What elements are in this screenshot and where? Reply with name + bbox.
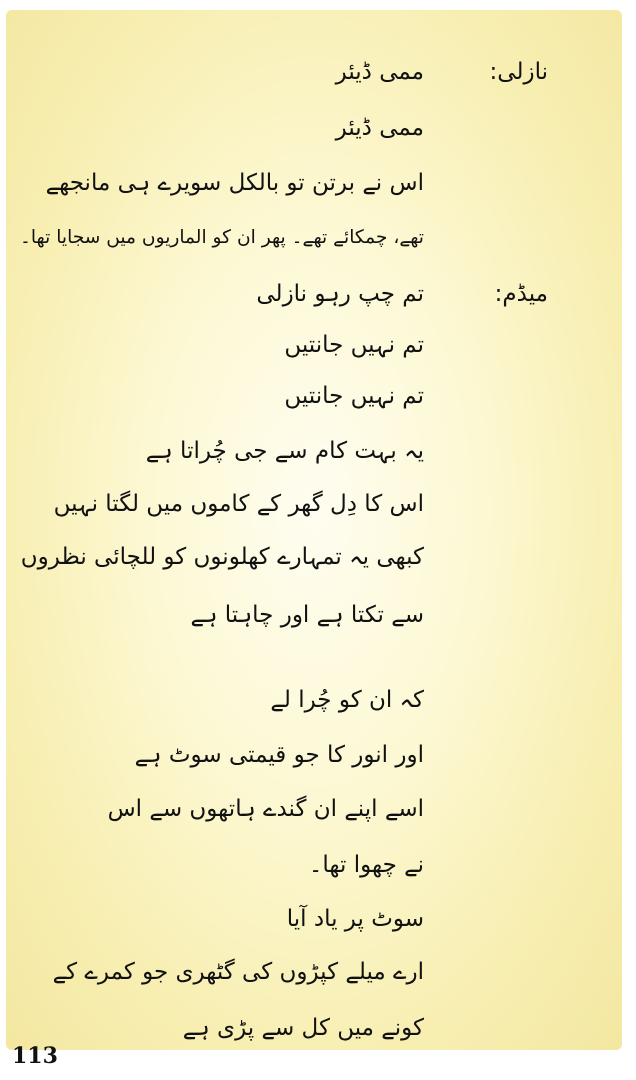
- text-line: تم چپ رہو نازلی: [256, 281, 424, 307]
- text-line: اس کا دِل گھر کے کاموں میں لگتا نہیں: [53, 491, 424, 517]
- speaker-label-nazli: نازلی:: [489, 59, 548, 85]
- text-line: اس نے برتن تو بالکل سویرے ہی مانجھے: [45, 170, 424, 196]
- text-line: ممی ڈیئر: [335, 115, 424, 141]
- text-line: تم نہیں جانتیں: [284, 383, 424, 409]
- text-line: تھے، چمکائے تھے۔ پھر ان کو الماریوں میں سجایا تھا۔: [19, 227, 424, 248]
- text-line: یہ بہت کام سے جی چُراتا ہے: [145, 438, 424, 464]
- page: [6, 10, 622, 1050]
- text-line: تم نہیں جانتیں: [284, 332, 424, 358]
- text-line: کہ ان کو چُرا لے: [270, 687, 424, 713]
- text-line: سوٹ پر یاد آیا: [286, 906, 424, 932]
- text-line: کبھی یہ تمہارے کھلونوں کو للچائی نظروں: [20, 544, 424, 570]
- text-line: نے چھوا تھا۔: [308, 852, 424, 878]
- text-line: ممی ڈیئر: [335, 59, 424, 85]
- text-line: اسے اپنے ان گندے ہاتھوں سے اس: [107, 796, 424, 822]
- text-line: ارے میلے کپڑوں کی گٹھری جو کمرے کے: [52, 959, 424, 985]
- text-line: سے تکتا ہے اور چاہتا ہے: [190, 602, 424, 628]
- page-number: 113: [12, 1043, 58, 1069]
- speaker-label-madam: میڈم:: [494, 281, 548, 307]
- text-line: کونے میں کل سے پڑی ہے: [182, 1015, 424, 1041]
- text-line: اور انور کا جو قیمتی سوٹ ہے: [134, 742, 424, 768]
